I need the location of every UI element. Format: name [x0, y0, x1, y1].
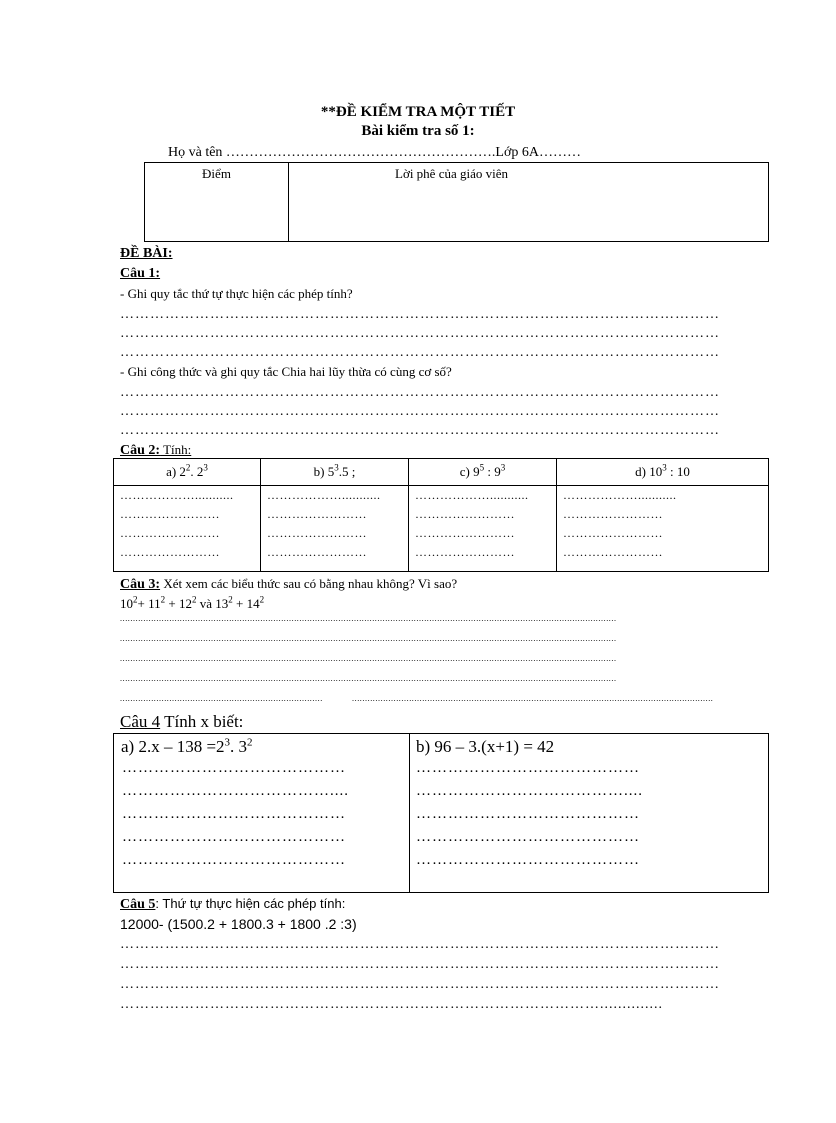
q2-answer-b: ………………........... …………………… …………………… ……………………: [261, 486, 409, 572]
answer-line: …………………………………………………………………………………………………………: [120, 404, 720, 419]
de-bai-heading: ĐỀ BÀI:: [120, 246, 173, 261]
q4-left-answer: …………………………………… ………………………………….... …………………………………… …………………………………… ……………………………………: [122, 760, 349, 868]
q1-prompt-1: - Ghi quy tắc thứ tự thực hiện các phép tính?: [120, 286, 353, 301]
q1-label: Câu 1:: [120, 266, 161, 281]
q4-table: [113, 733, 769, 893]
q4-heading: [120, 712, 243, 732]
q3-expression: $10^2+ 11^2 + 12^2$ và $13^2 + 14^2$: [120, 594, 265, 611]
q4-right-answer: …………………………………… ………………………………….... …………………………………… …………………………………… ……………………………………: [416, 760, 643, 868]
comment-label: Lời phê của giáo viên: [395, 166, 509, 181]
q2-answer-c: ………………........... …………………… …………………… ……………………: [409, 486, 557, 572]
answer-line: …………………………………………………………………………………………………………: [120, 307, 720, 322]
q4-left-expression: a) $2.x - 138 =2^3$. $3^2$: [121, 736, 253, 756]
q5-label: Câu 5: [120, 897, 156, 912]
comment-cell: [289, 163, 769, 242]
q2-cell-a-head: a) $2^2$. $2^3$: [114, 459, 261, 486]
q2-answer-d: ………………........... …………………… …………………… ……………………: [557, 486, 769, 572]
score-box: [144, 162, 769, 242]
q3-heading: [120, 576, 457, 593]
q5-heading: [120, 896, 345, 913]
q4-left-cell: [114, 734, 410, 893]
answer-line: ...........................................................................................................................................: [352, 694, 714, 703]
q2-heading: [120, 442, 191, 459]
score-cell: [145, 163, 289, 242]
q3-text: Xét xem các biểu thức sau có bằng nhau không? Vì sao?: [160, 576, 458, 591]
q4-label: Câu 4: [120, 712, 161, 731]
q4-text: Tính x biết:: [160, 712, 244, 731]
q2-text: Tính:: [160, 442, 192, 457]
q2-answer-a: ………………........... …………………… …………………… ……………………: [114, 486, 261, 572]
q5-text: : Thứ tự thực hiện các phép tính:: [155, 896, 346, 911]
answer-line: …………………………………………………………………………………………………………: [120, 385, 720, 400]
score-label: Điểm: [202, 166, 231, 181]
exam-title: **ĐỀ KIỂM TRA MỘT TIẾT: [320, 104, 516, 120]
answer-line: ……………………………………………………………………………………..............: [120, 997, 663, 1012]
q2-label: Câu 2:: [120, 443, 161, 458]
answer-line: ...............................................................................................................................................................................................: [120, 654, 617, 663]
answer-line: ...............................................................................................................................................................................................: [120, 674, 617, 683]
answer-line: …………………………………………………………………………………………………………: [120, 937, 720, 952]
q2-cell-d-head: d) $10^3$ : 10: [557, 459, 769, 486]
q4-right-cell: [410, 734, 769, 893]
q4-right-expression: b) 96 – 3.(x+1) = 42: [416, 737, 555, 756]
answer-line: …………………………………………………………………………………………………………: [120, 977, 720, 992]
answer-line: …………………………………………………………………………………………………………: [120, 423, 720, 438]
answer-line: …………………………………………………………………………………………………………: [120, 345, 720, 360]
answer-line: ..............................................................................: [120, 694, 323, 703]
answer-line: ...............................................................................................................................................................................................: [120, 634, 617, 643]
exam-subtitle: Bài kiểm tra số 1:: [361, 123, 475, 139]
q1-prompt-2: - Ghi công thức và ghi quy tắc Chia hai lũy thừa có cùng cơ số?: [120, 364, 452, 379]
q2-table: [113, 458, 769, 572]
q2-cell-c-head: c) $9^5$ : $9^3$: [409, 459, 557, 486]
q5-expression: 12000- (1500.2 + 1800.3 + 1800 .2 :3): [120, 916, 357, 932]
q3-label: Câu 3:: [120, 577, 161, 592]
student-name-line: Họ và tên ………………………………………………….Lớp 6A………: [168, 145, 581, 160]
answer-line: …………………………………………………………………………………………………………: [120, 326, 720, 341]
answer-line: …………………………………………………………………………………………………………: [120, 957, 720, 972]
answer-line: ...............................................................................................................................................................................................: [120, 614, 617, 623]
q2-cell-b-head: b) $5^3.5$ ;: [261, 459, 409, 486]
